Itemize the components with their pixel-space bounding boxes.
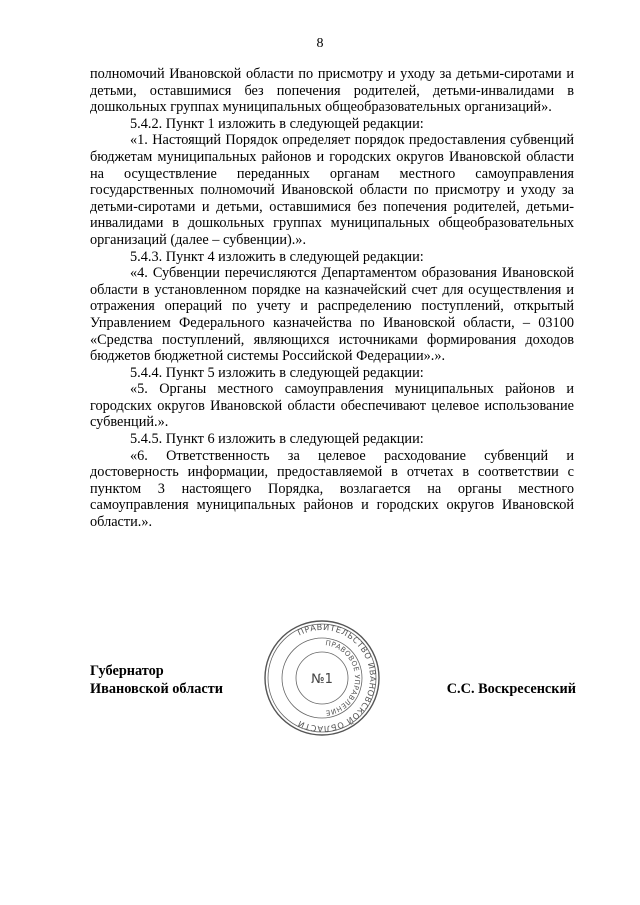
paragraph: «4. Субвенции перечисляются Департаментом образования Ивановской области в установленном порядке на казначейский счет для осуществления и отражения операций по учету и распределению поступлений, открытый Управлением Федерального казначейства по Ивановской области, – 03100 «Средства поступлений, являющихся источниками формирования доходов бюджетов бюджетной системы Российской Федерации».». [90,265,574,365]
paragraph: 5.4.2. Пункт 1 изложить в следующей редакции: [130,115,424,132]
stamp-outer-text: ПРАВИТЕЛЬСТВО ИВАНОВСКОЙ ОБЛАСТИ [295,621,379,735]
signatory-title [90,662,223,698]
stamp-inner-text: ПРАВОВОЕ УПРАВЛЕНИЕ [324,639,362,717]
svg-text:ПРАВИТЕЛЬСТВО ИВАНОВСКОЙ ОБЛАС [296,622,378,734]
signatory-name: С.С. Воскресенский [446,681,576,697]
page-number: 8 [316,36,324,51]
official-stamp-seal [262,618,382,738]
paragraph: «1. Настоящий Порядок определяет порядок предоставления субвенций бюджетам муниципальных районов и городских округов Ивановской области на осуществление переданных органам местного самоуправления государственных полномочий Ивановской области по присмотру и уходу за детьми-сиротами и детьми, оставшимися без попечения родителей, детьми-инвалидами в дошкольных группах муниципальных общеобразовательных организаций (далее – субвенции).». [90,132,574,248]
document-body [90,66,574,531]
paragraph: «6. Ответственность за целевое расходование субвенций и достоверность информации, предоставляемой в отчетах в соответствии с пунктом 3 настоящего Порядка, возлагается на органы местного самоуправления муниципальных районов и городских округов Ивановской области.». [90,447,574,531]
stamp-number: №1 [311,672,333,687]
paragraph: «5. Органы местного самоуправления муниципальных районов и городских округов Ивановской области обеспечивают целевое использование субвенций.». [90,381,574,431]
signatory-title-line: Ивановской области [90,681,223,697]
paragraph: 5.4.3. Пункт 4 изложить в следующей редакции: [130,248,424,265]
paragraph: 5.4.4. Пункт 5 изложить в следующей редакции: [130,364,424,381]
signatory-title-line: Губернатор [90,663,164,679]
paragraph: 5.4.5. Пункт 6 изложить в следующей редакции: [130,431,424,448]
paragraph: полномочий Ивановской области по присмотру и уходу за детьми-сиротами и детьми, оставшимися без попечения родителей, детьми-инвалидами в дошкольных группах муниципальных общеобразовательных организаций». [90,66,574,116]
